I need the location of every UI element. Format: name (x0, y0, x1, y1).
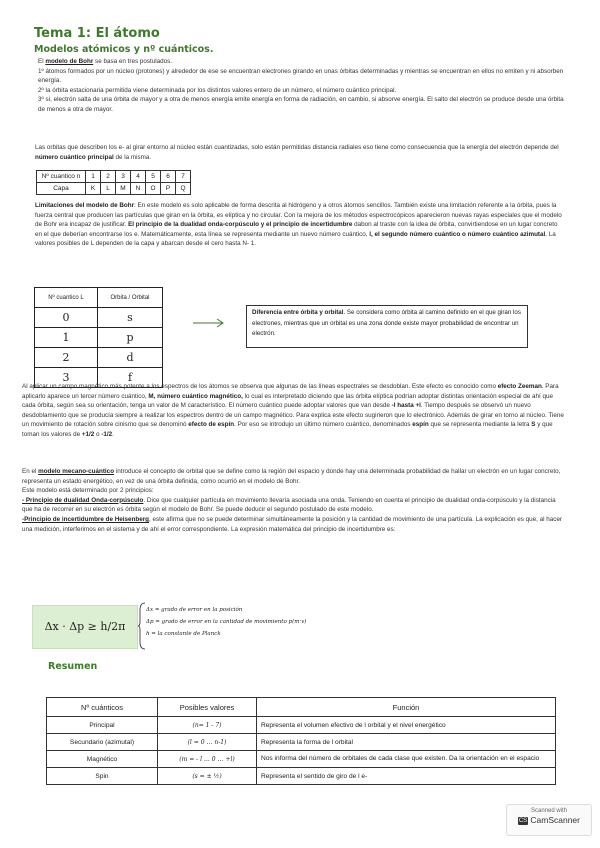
table-row: Spin (s = ± ½) Representa el sentido de giro de l e- (47, 768, 556, 785)
formula-notes: Δx = grado de error en la posición Δp = grado de error en la cantidad de movimiento p(m·v) h = la constante de Planck (146, 607, 307, 637)
azimuthal-orbital-table: Nº cuantico L Orbita / Orbital 0 s 1 p 2 d 3 f (34, 287, 163, 388)
quantum-mechanical-model: En el modelo mecano-cuántico introduce el concepto de orbital que se define como la región del espacio y donde hay una determinada probabilidad de hallar un electrón en un lugar concreto, representa un estado energético, en vez de una órbita definida, como ocurrió en el modelo de Bohr. Este modelo está determinado por 2 principios: - Principio de dualidad Onda-corpúsculo. Dice que cualquier partícula en movimiento llevaría asociada una onda. Teniendo en cuenta el principio de dualidad onda-corpúsculo y la distancia que ha de recorrer en su electrón es órbita según el modelo de Bohr. Se puede deducir el segundo postulado de este modelo. -Principio de incertidumbre de Heisenberg, este afirma que no se puede determinar simultáneamente la posición y la cantidad de movimiento de una partícula. La explicación es que, al hacer una medición, interferimos en el sistema y de ahí el error correspondiente. La expresión matemática del principio de incertidumbre es: (22, 468, 563, 533)
quantum-numbers-summary-table: Nº cuánticos Posibles valores Función Principal (n= 1 - 7) Representa el volumen efectivo de l orbital y el nivel energético Secundario (azimutal) (l = 0 … n-1) Representa la forma de l orbital Magnético (m = - l … 0 … +l) Nos informa del número de orbitales de cada clase que existen. Da la orientación en el espacio Spin (s = ± ½) Representa el sentido de giro de l e- (46, 697, 556, 785)
camscanner-logo-icon: CS (518, 817, 528, 824)
bohr-postulates: El modelo de Bohr se basa en tres postulados. 1º átomos formados por un núcleo (protones) y alrededor de ese se encuentran electrones girando en unas órbitas determinadas y mientras se encuentran en ellos no emiten y ni absorben energía. 2º la órbita estacionaria permitida viene determinada por los distintos valores entero de un número, el número cuántico principal. 3º si, electrón salta de una órbita de mayor y a otra de menos energía emite energía en forma de radiación, en cambio, si absorve energía. El salto del electrón se produce desde una órbita de menos a otra de mayor. (38, 57, 568, 115)
bohr-model-term: modelo de Bohr (45, 58, 94, 65)
arrow-right-icon (192, 318, 226, 328)
summary-heading: Resumen (48, 661, 98, 672)
table-row: Secundario (azimutal) (l = 0 … n-1) Representa la forma de l orbital (47, 734, 556, 751)
table-row: Magnético (m = - l … 0 … +l) Nos informa del número de orbitales de cada clase que existen. Da la orientación en el espacio (47, 751, 556, 768)
postulate-1: 1º átomos formados por un núcleo (protones) y alrededor de ese se encuentran electrones girando en unas órbitas determinadas y mientras se encuentran en ellos no emiten y ni absorben energía. (38, 67, 564, 85)
orbit-vs-orbital-definition: Diferencia entre órbita y orbital. Se considera como órbita al camino definido en el que giran los electrones, mientras que un orbital es una zona donde existe mayor probabilidad de encontrar un electrón. (246, 305, 528, 348)
zeeman-paragraph: Al aplicar un campo magnético más potente a los espectros de los átomos se observa que algunas de las líneas espectrales se desdoblan. Este efecto es conocido como efecto Zeeman. Para aplicarlo aparece un tercer número cuántico, M, número cuántico magnético, lo cual es interpretado diciendo que las órbita elíptica podrían adoptar distintas orientación especial de ahí que cada órbita, según sea su orientación, tenga un valor de M característico. El número cuántico puede adoptar valores que van desde -l hasta +l. Tiempo después se observó un nuevo desdoblamiento que se producía siempre a realizar los espectros dentro de un campo magnético. Para explica este efecto sugirieron que lo electrónico. Además de girar en torno al núcleo. Tiene un movimiento de rotación sobre cinismo que se denominó efecto de espín. Por eso se introdujo un último número cuántico, denominados espín que se representa mediante la letra S y que toman los valores de +1/2 o -1/2. (22, 383, 564, 438)
quantum-number-shell-table: Nº cuantico n 1 2 3 4 5 6 7 Capa K L M N O P Q (36, 170, 191, 195)
camscanner-watermark: Scanned with CS CamScanner (506, 804, 592, 836)
postulate-2: 2º la órbita estacionaria permitida viene determinada por los distintos valores entero de un número, el número cuántico principal. (38, 86, 397, 94)
orbits-paragraph: Las orbitas que describen los e- al girar entorno al núcleo están cuantizadas, solo están permitidas distancia radiales eso tiene como consecuencia que la energía del electrón depende del número cuántico principal de la misma. (35, 144, 559, 161)
bohr-limitations: Limitaciones del modelo de Bohr: En este modelo es solo aplicable de forma descrita al hidrógeno y a otros átomos sencillos. También existe una limitación referente a la órbita, pues la fuerza central que producen las partículas que giran en la órbita, es elíptica y no circular. Con la mejora de los métodos espectrocópicos aparecieron nuevas rayas especiales que el modelo de Bohr era incapaz de justificar. El principio de la dualidad onda-corpúsculo y el principio de incertidumbre dabon al traste con la idea de órbita, convirtiendose en un lugar concreto en el que deberían encontrarse los e. Matemáticamente, esta línea se representa mediante un nuevo número cuántico, l, el segundo número cuántico o número cuántico azimutal. La valores posibles de L dependen de la capa y abarcan desde el cero hasta N- 1. (35, 202, 562, 248)
postulate-3: 3º si, electrón salta de una órbita de mayor y a otra de menos energía emite energía en forma de radiación, en cambio, si absorve energía. El salto del electrón se produce desde una órbita de menos a otra de mayor. (38, 96, 564, 113)
table-row: Principal (n= 1 - 7) Representa el volumen efectivo de l orbital y el nivel energético (47, 717, 556, 734)
page-title: Tema 1: El átomo (34, 26, 160, 41)
brace-icon (138, 602, 146, 650)
uncertainty-formula: Δx · Δp ≥ h/2π (32, 605, 138, 649)
section-subtitle: Modelos atómicos y nº cuánticos. (34, 44, 214, 55)
